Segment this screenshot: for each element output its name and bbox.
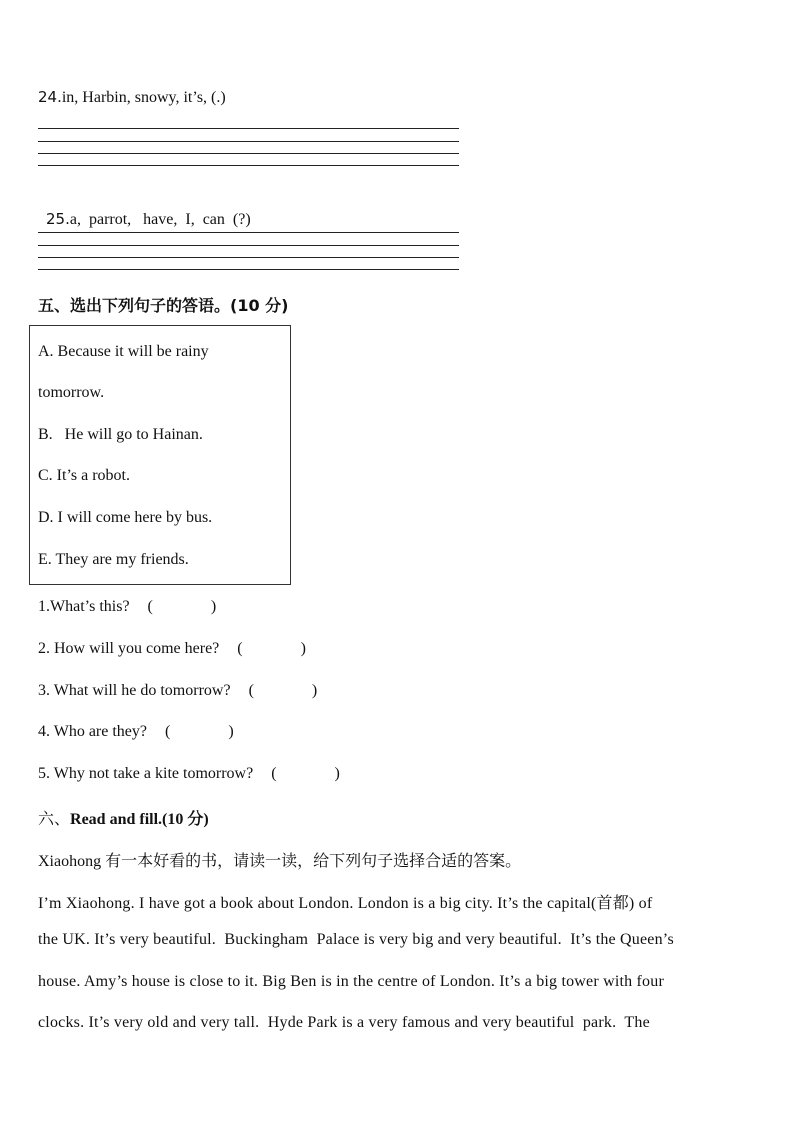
question-24-words: in, Harbin, snowy, it’s, (.): [61, 89, 226, 106]
answer-blank[interactable]: ( ): [248, 682, 318, 699]
option-d: D. I will come here by bus.: [38, 509, 213, 526]
question-2: [38, 640, 306, 658]
option-c: C. It’s a robot.: [38, 467, 130, 484]
option-a-continued: tomorrow.: [38, 384, 105, 401]
question-1-text: 1.What’s this?: [38, 598, 130, 615]
question-25: [38, 192, 251, 229]
passage-line-1: I’m Xiaohong. I have got a book about London. London is a big city. It’s the capital(首都) of: [38, 895, 653, 912]
question-25-number: 25.: [46, 210, 70, 228]
question-5-text: 5. Why not take a kite tomorrow?: [38, 765, 254, 782]
passage-line-3: house. Amy’s house is close to it. Big Ben is in the centre of London. It’s a big tower with four: [38, 973, 664, 990]
answer-blank[interactable]: ( ): [165, 723, 234, 740]
answer-line[interactable]: [38, 128, 459, 129]
answer-line: [38, 153, 459, 154]
option-a: A. Because it will be rainy: [38, 343, 209, 360]
question-25-words: a, parrot, have, I, can (?): [69, 211, 251, 228]
question-4: [38, 723, 234, 741]
section-6-title-main: Read and fill.(10 分): [70, 811, 209, 828]
question-1: [38, 598, 216, 616]
option-b: B. He will go to Hainan.: [38, 426, 203, 443]
question-24: [38, 88, 226, 107]
answer-blank[interactable]: ( ): [237, 640, 306, 657]
answer-line: [38, 257, 459, 258]
question-3: [38, 682, 317, 700]
section-6-title: [38, 806, 209, 829]
section-6-prefix: 六、: [38, 809, 71, 828]
answer-line: [38, 141, 459, 142]
option-e: E. They are my friends.: [38, 551, 189, 568]
options-box: [29, 325, 291, 585]
answer-line: [38, 165, 459, 166]
question-24-number: 24.: [38, 88, 62, 106]
passage-line-2: the UK. It’s very beautiful. Buckingham Palace is very big and very beautiful. It’s the Queen’s: [38, 931, 674, 948]
question-2-text: 2. How will you come here?: [38, 640, 220, 657]
answer-line: [38, 269, 459, 270]
answer-blank[interactable]: ( ): [147, 598, 217, 615]
question-4-text: 4. Who are they?: [38, 723, 147, 740]
passage-line-4: clocks. It’s very old and very tall. Hyde Park is a very famous and very beautiful park. The: [38, 1014, 650, 1031]
section-6-instruction: Xiaohong 有一本好看的书，请读一读，给下列句子选择合适的答案。: [38, 853, 522, 870]
question-5: [38, 765, 340, 783]
answer-line[interactable]: [38, 232, 459, 233]
answer-blank[interactable]: ( ): [271, 765, 340, 782]
answer-line: [38, 245, 459, 246]
question-3-text: 3. What will he do tomorrow?: [38, 682, 231, 699]
section-5-title: 五、选出下列句子的答语。(10 分): [38, 296, 289, 315]
